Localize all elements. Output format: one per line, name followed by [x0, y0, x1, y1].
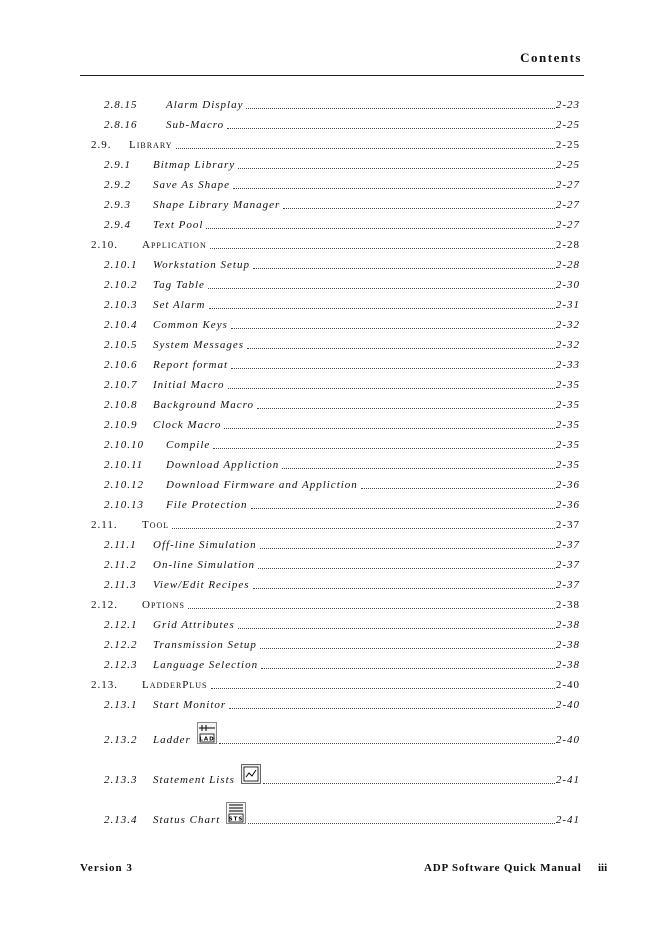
toc-entry-number: 2.13.	[91, 679, 118, 691]
toc-entry-number: 2.12.2	[104, 639, 138, 651]
toc-entry-title: On-line Simulation	[153, 559, 256, 571]
toc-entry-number: 2.10.12	[104, 479, 144, 491]
toc-entry-page: 2-38	[555, 639, 580, 651]
toc-entry-page: 2-25	[555, 159, 580, 171]
toc-entry-number: 2.10.3	[104, 299, 138, 311]
toc-entry-page: 2-28	[555, 259, 580, 271]
toc-entry[interactable]	[0, 475, 662, 491]
toc-leader-dots	[231, 368, 555, 369]
toc-leader-dots	[213, 448, 555, 449]
toc-entry-page: 2-37	[555, 559, 580, 571]
toc-leader-dots	[261, 668, 555, 669]
toc-entry-number: 2.10.4	[104, 319, 138, 331]
toc-entry-title: Background Macro	[153, 399, 255, 411]
toc-entry-number: 2.12.1	[104, 619, 138, 631]
toc-entry-page: 2-23	[555, 99, 580, 111]
toc-leader-dots	[227, 128, 555, 129]
toc-entry-title: Compile	[166, 439, 211, 451]
toc-entry[interactable]	[0, 295, 662, 311]
toc-entry[interactable]	[0, 435, 662, 451]
toc-entry-number: 2.10.1	[104, 259, 138, 271]
toc-leader-dots	[224, 428, 555, 429]
toc-leader-dots	[172, 528, 555, 529]
toc-entry-page: 2-27	[555, 199, 580, 211]
toc-entry-number: 2.10.	[91, 239, 118, 251]
toc-entry[interactable]	[0, 615, 662, 631]
toc-entry[interactable]	[0, 315, 662, 331]
toc-leader-dots	[283, 208, 555, 209]
toc-entry[interactable]	[0, 675, 662, 691]
toc-entry-number: 2.10.10	[104, 439, 144, 451]
toc-entry-page: 2-40	[555, 679, 580, 691]
toc-entry-title: File Protection	[166, 499, 248, 511]
toc-entry[interactable]	[0, 595, 662, 611]
toc-entry-number: 2.10.11	[104, 459, 144, 471]
toc-entry-title: Save As Shape	[153, 179, 230, 191]
toc-entry-title: View/Edit Recipes	[153, 579, 250, 591]
toc-entry[interactable]	[0, 155, 662, 171]
toc-entry-number: 2.13.3	[104, 774, 138, 786]
toc-entry-page: 2-37	[555, 539, 580, 551]
toc-entry-page: 2-33	[555, 359, 580, 371]
toc-entry-page: 2-40	[555, 699, 580, 711]
toc-entry[interactable]	[0, 730, 662, 746]
toc-entry[interactable]	[0, 195, 662, 211]
ladder-icon	[197, 722, 217, 747]
statement-list-icon	[241, 764, 261, 787]
toc-entry[interactable]	[0, 235, 662, 251]
toc-entry-number: 2.12.	[91, 599, 118, 611]
toc-leader-dots	[233, 188, 555, 189]
toc-entry[interactable]	[0, 135, 662, 151]
toc-entry-title: Download Appliction	[166, 459, 280, 471]
toc-entry-page: 2-37	[555, 519, 580, 531]
toc-entry[interactable]	[0, 655, 662, 671]
toc-entry-title: LadderPlus	[142, 679, 208, 691]
toc-entry[interactable]	[0, 635, 662, 651]
toc-entry-page: 2-38	[555, 659, 580, 671]
toc-entry-page: 2-25	[555, 119, 580, 131]
toc-entry[interactable]	[0, 255, 662, 271]
toc-entry-title: Statement Lists	[153, 774, 235, 786]
toc-entry-title: Workstation Setup	[153, 259, 250, 271]
toc-entry[interactable]	[0, 555, 662, 571]
ladder-icon-label: LAD	[199, 736, 215, 743]
toc-leader-dots	[260, 648, 555, 649]
toc-entry-number: 2.13.1	[104, 699, 138, 711]
toc-entry-number: 2.9.4	[104, 219, 131, 231]
toc-entry-title: Off-line Simulation	[153, 539, 257, 551]
toc-leader-dots	[219, 743, 555, 744]
toc-leader-dots	[253, 588, 555, 589]
toc-entry-number: 2.9.3	[104, 199, 131, 211]
toc-entry-title: Set Alarm	[153, 299, 206, 311]
page-header-title: Contents	[520, 50, 582, 65]
toc-leader-dots	[251, 508, 555, 509]
toc-entry-title: Library	[129, 139, 173, 151]
toc-entry-number: 2.8.16	[104, 119, 138, 131]
toc-entry-title: Application	[142, 239, 207, 251]
toc-entry-title: Language Selection	[153, 659, 259, 671]
toc-entry-page: 2-27	[555, 179, 580, 191]
toc-leader-dots	[263, 783, 555, 784]
toc-entry-page: 2-36	[555, 499, 580, 511]
toc-entry-page: 2-25	[555, 139, 580, 151]
footer-page-number: iii	[598, 862, 608, 874]
toc-leader-dots	[238, 168, 555, 169]
toc-entry[interactable]	[0, 275, 662, 291]
toc-leader-dots	[248, 823, 555, 824]
toc-entry-title: Options	[142, 599, 185, 611]
toc-leader-dots	[176, 148, 555, 149]
toc-entry[interactable]	[0, 375, 662, 391]
toc-entry-title: Transmission Setup	[153, 639, 257, 651]
toc-leader-dots	[211, 688, 555, 689]
toc-entry-page: 2-35	[555, 459, 580, 471]
toc-entry-number: 2.10.9	[104, 419, 138, 431]
toc-entry-title: Tool	[142, 519, 170, 531]
toc-entry[interactable]	[0, 395, 662, 411]
toc-entry-number: 2.10.5	[104, 339, 138, 351]
toc-entry[interactable]	[0, 115, 662, 131]
toc-entry-title: Bitmap Library	[153, 159, 236, 171]
toc-entry[interactable]	[0, 575, 662, 591]
toc-leader-dots	[246, 108, 555, 109]
toc-entry-title: Clock Macro	[153, 419, 222, 431]
toc-leader-dots	[260, 548, 555, 549]
toc-leader-dots	[210, 248, 555, 249]
toc-entry-title: Start Monitor	[153, 699, 227, 711]
toc-entry-number: 2.10.6	[104, 359, 138, 371]
toc-entry[interactable]	[0, 355, 662, 371]
toc-leader-dots	[257, 408, 555, 409]
toc-entry-page: 2-41	[555, 814, 580, 826]
toc-entry[interactable]	[0, 175, 662, 191]
toc-entry-number: 2.9.1	[104, 159, 131, 171]
toc-leader-dots	[282, 468, 555, 469]
toc-entry-number: 2.10.8	[104, 399, 138, 411]
toc-entry[interactable]	[0, 215, 662, 231]
toc-entry-number: 2.11.	[91, 519, 118, 531]
toc-entry-page: 2-31	[555, 299, 580, 311]
status-chart-icon	[226, 802, 246, 827]
toc-entry-page: 2-36	[555, 479, 580, 491]
status-chart-icon-label: STS	[228, 816, 244, 823]
toc-entry-page: 2-37	[555, 579, 580, 591]
toc-entry-title: Shape Library Manager	[153, 199, 281, 211]
toc-entry[interactable]	[0, 515, 662, 531]
toc-leader-dots	[208, 288, 555, 289]
toc-entry-title: Grid Attributes	[153, 619, 235, 631]
toc-entry-number: 2.13.2	[104, 734, 138, 746]
toc-entry-page: 2-32	[555, 339, 580, 351]
toc-leader-dots	[238, 628, 555, 629]
toc-leader-dots	[247, 348, 555, 349]
toc-entry-number: 2.11.2	[104, 559, 137, 571]
toc-leader-dots	[209, 308, 555, 309]
toc-entry-title: System Messages	[153, 339, 245, 351]
toc-entry[interactable]	[0, 535, 662, 551]
toc-entry-title: Sub-Macro	[166, 119, 225, 131]
toc-entry-title: Text Pool	[153, 219, 204, 231]
toc-entry[interactable]	[0, 335, 662, 351]
toc-entry[interactable]	[0, 695, 662, 711]
toc-entry-page: 2-38	[555, 599, 580, 611]
toc-leader-dots	[253, 268, 555, 269]
toc-entry[interactable]	[0, 810, 662, 826]
toc-entry-number: 2.11.1	[104, 539, 137, 551]
toc-entry[interactable]	[0, 770, 662, 786]
header-divider	[80, 75, 584, 76]
toc-entry-number: 2.12.3	[104, 659, 138, 671]
toc-entry-number: 2.10.7	[104, 379, 138, 391]
footer-version: Version 3	[80, 862, 133, 874]
toc-leader-dots	[231, 328, 555, 329]
toc-entry-number: 2.8.15	[104, 99, 138, 111]
toc-entry-number: 2.13.4	[104, 814, 138, 826]
toc-entry[interactable]	[0, 455, 662, 471]
footer-manual-title: ADP Software Quick Manual	[424, 862, 582, 874]
toc-entry-page: 2-35	[555, 379, 580, 391]
toc-entry[interactable]	[0, 95, 662, 111]
toc-leader-dots	[229, 708, 555, 709]
toc-entry-page: 2-28	[555, 239, 580, 251]
toc-entry-page: 2-38	[555, 619, 580, 631]
toc-entry-page: 2-27	[555, 219, 580, 231]
toc-entry-page: 2-30	[555, 279, 580, 291]
toc-leader-dots	[258, 568, 555, 569]
toc-entry-number: 2.11.3	[104, 579, 137, 591]
toc-entry-title: Report format	[153, 359, 229, 371]
toc-entry-number: 2.9.2	[104, 179, 131, 191]
toc-entry-number: 2.10.2	[104, 279, 138, 291]
toc-leader-dots	[228, 388, 555, 389]
toc-entry-title: Download Firmware and Appliction	[166, 479, 358, 491]
toc-entry-title: Common Keys	[153, 319, 228, 331]
toc-leader-dots	[206, 228, 555, 229]
toc-entry[interactable]	[0, 495, 662, 511]
toc-entry-page: 2-32	[555, 319, 580, 331]
toc-entry-title: Alarm Display	[166, 99, 244, 111]
toc-entry-number: 2.9.	[91, 139, 112, 151]
toc-entry[interactable]	[0, 415, 662, 431]
toc-entry-page: 2-35	[555, 439, 580, 451]
toc-entry-page: 2-40	[555, 734, 580, 746]
toc-entry-number: 2.10.13	[104, 499, 144, 511]
toc-entry-title: Ladder	[153, 734, 191, 746]
toc-leader-dots	[361, 488, 555, 489]
toc-entry-title: Initial Macro	[153, 379, 225, 391]
toc-entry-page: 2-35	[555, 399, 580, 411]
toc-entry-title: Status Chart	[153, 814, 221, 826]
toc-leader-dots	[188, 608, 555, 609]
toc-entry-page: 2-35	[555, 419, 580, 431]
toc-entry-page: 2-41	[555, 774, 580, 786]
toc-entry-title: Tag Table	[153, 279, 205, 291]
